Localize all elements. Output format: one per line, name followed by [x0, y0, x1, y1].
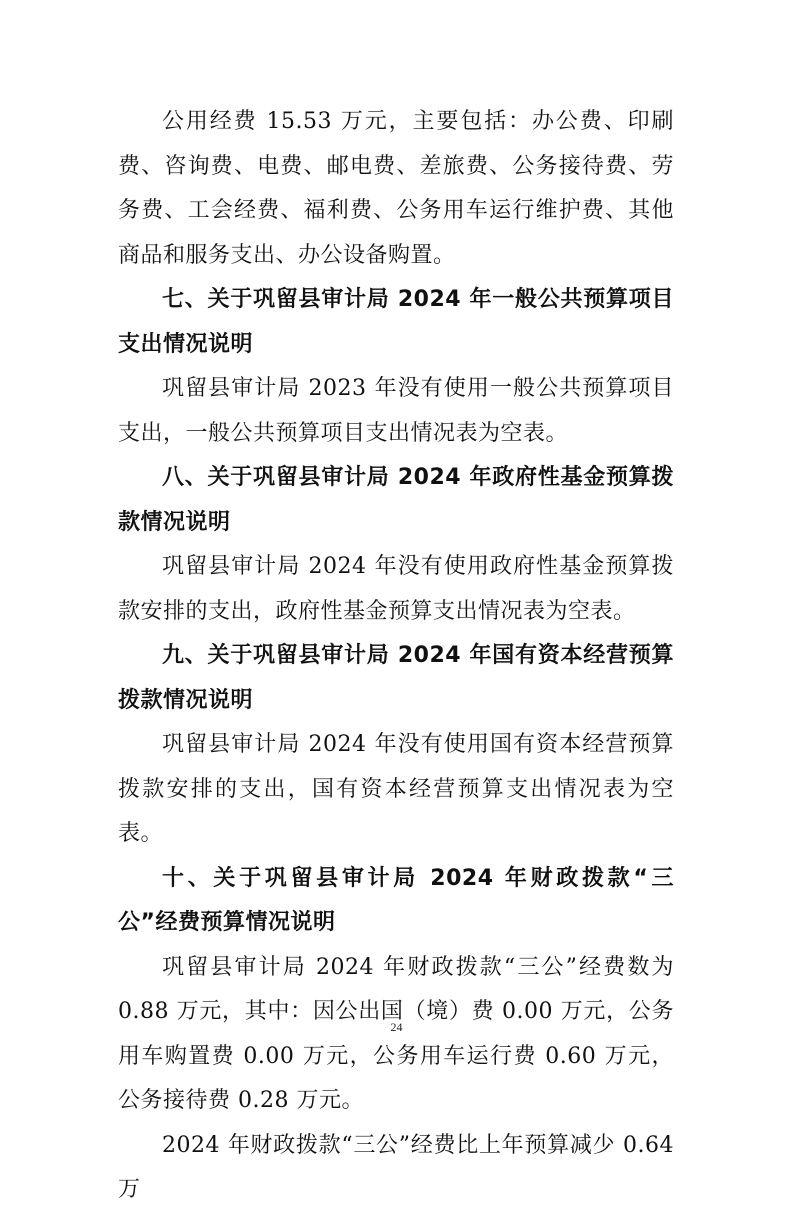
paragraph-section-7: 巩留县审计局 2023 年没有使用一般公共预算项目支出，一般公共预算项目支出情况表为空表。	[118, 376, 674, 446]
paragraph-section-8: 巩留县审计局 2024 年没有使用政府性基金预算拨款安排的支出，政府性基金预算支出情况表为空表。	[118, 554, 674, 624]
section-heading-8: 八、关于巩留县审计局 2024 年政府性基金预算拨款情况说明	[118, 465, 674, 535]
section-heading-10: 十、关于巩留县审计局 2024 年财政拨款“三公”经费预算情况说明	[118, 865, 674, 935]
paragraph-public-expenses: 公用经费 15.53 万元，主要包括：办公费、印刷费、咨询费、电费、邮电费、差旅费、公务接待费、劳务费、工会经费、福利费、公务用车运行维护费、其他商品和服务支出、办公设备购置。	[118, 109, 674, 268]
paragraph-section-10-comparison: 2024 年财政拨款“三公”经费比上年预算减少 0.64 万	[118, 1132, 674, 1202]
section-heading-9: 九、关于巩留县审计局 2024 年国有资本经营预算拨款情况说明	[118, 643, 674, 713]
page-body	[118, 100, 674, 1213]
paragraph-section-10: 巩留县审计局 2024 年财政拨款“三公”经费数为 0.88 万元，其中：因公出国（境）费 0.00 万元，公务用车购置费 0.00 万元，公务用车运行费 0.60 万元，公务接待费 0.28 万元。	[118, 954, 674, 1113]
page-number: 24	[390, 1020, 403, 1034]
section-heading-7: 七、关于巩留县审计局 2024 年一般公共预算项目支出情况说明	[118, 287, 674, 357]
paragraph-section-9: 巩留县审计局 2024 年没有使用国有资本经营预算拨款安排的支出，国有资本经营预算支出情况表为空表。	[118, 732, 674, 846]
